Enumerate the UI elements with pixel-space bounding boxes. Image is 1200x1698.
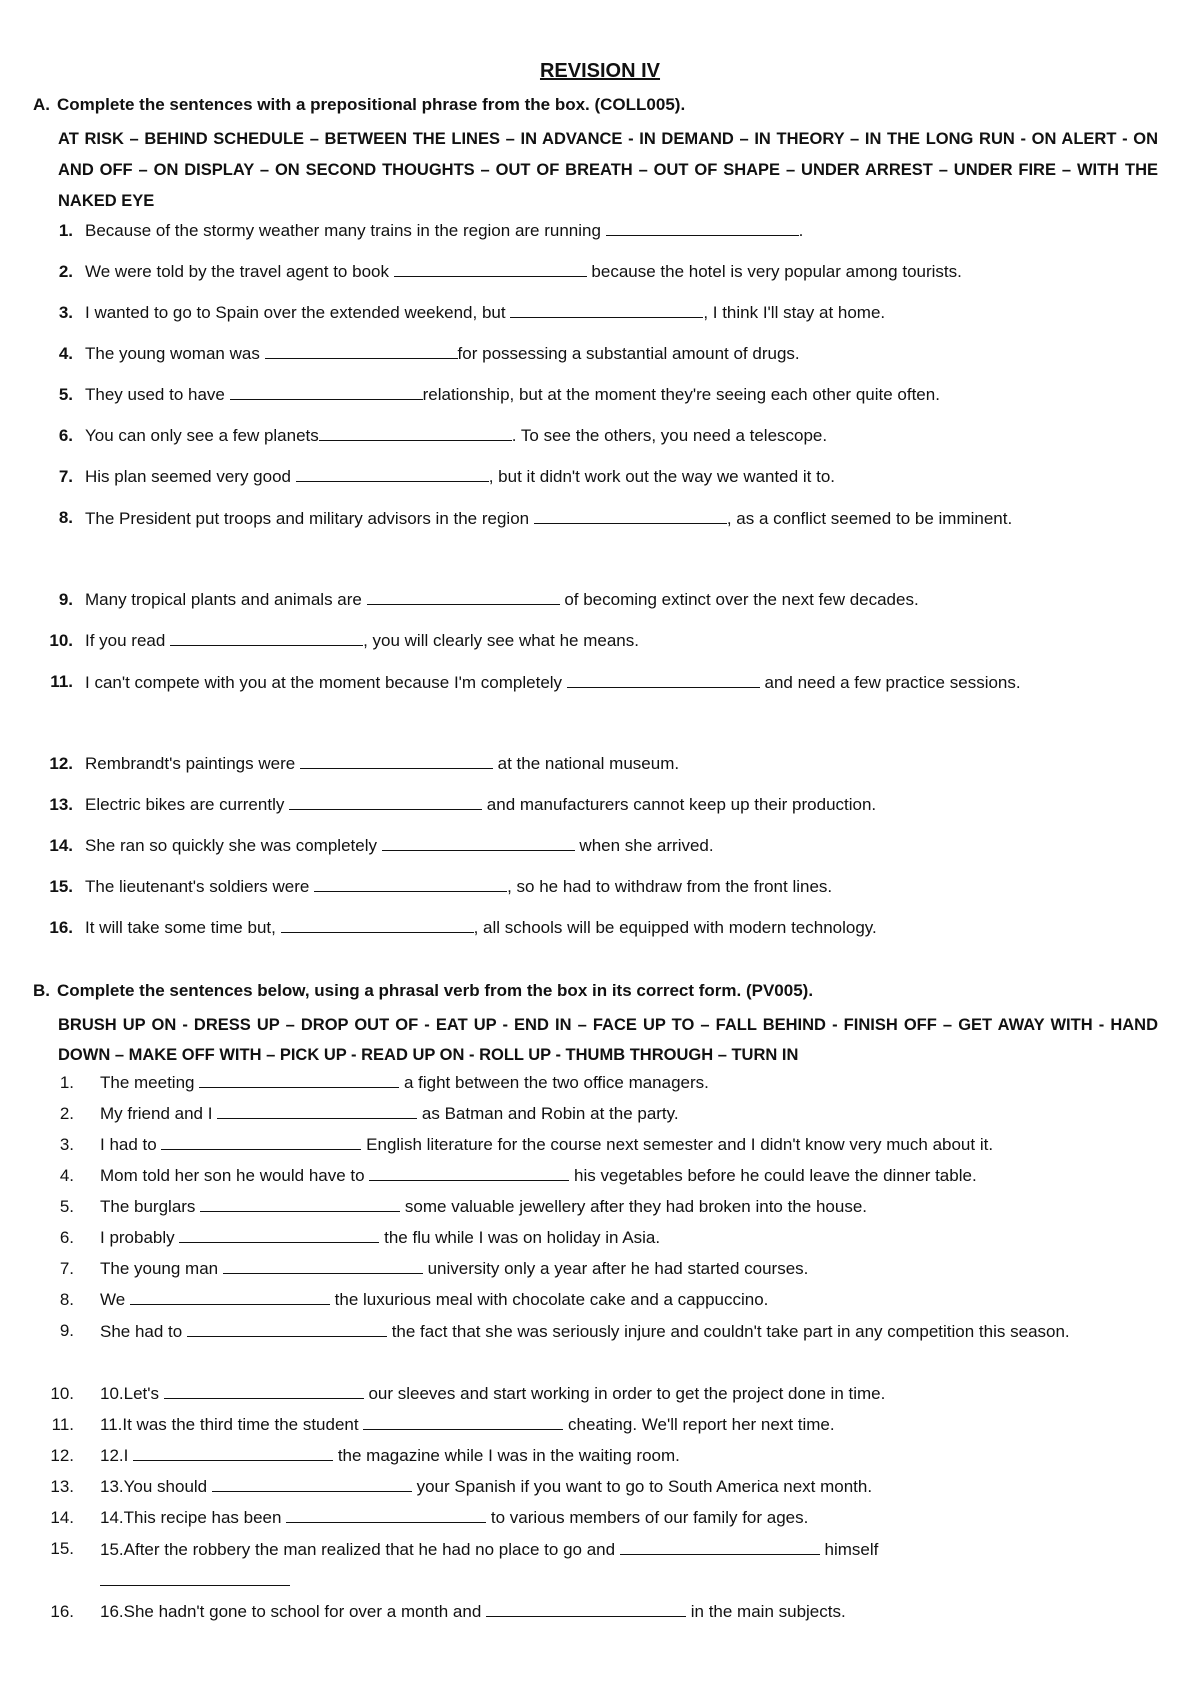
section_a-item-number: 16.: [49, 918, 73, 937]
answer-blank[interactable]: [486, 1602, 686, 1617]
section_a-item-sentence: [85, 590, 919, 610]
sentence-start: It will take some time but,: [85, 918, 281, 937]
sentence-end: of becoming extinct over the next few decades.: [559, 590, 919, 609]
section_a-item-number: 3.: [58, 303, 73, 322]
answer-blank[interactable]: [133, 1446, 333, 1461]
answer-blank[interactable]: [212, 1477, 412, 1492]
section_a-item-sentence: [85, 754, 679, 774]
sentence-end: and need a few practice sessions.: [759, 673, 1021, 692]
section_a-item-number: 1.: [58, 221, 73, 240]
answer-blank[interactable]: [300, 754, 493, 769]
answer-blank[interactable]: [187, 1322, 387, 1337]
answer-blank[interactable]: [130, 1290, 330, 1305]
sentence-start: 15.After the robbery the man realized that he had no place to go and: [100, 1540, 620, 1559]
answer-blank[interactable]: [170, 631, 363, 646]
sentence-end: , as a conflict seemed to be imminent.: [726, 509, 1013, 528]
sentence-end: English literature for the course next semester and I didn't know very much about it.: [361, 1135, 994, 1154]
sentence-start: 11.It was the third time the student: [100, 1415, 364, 1434]
sentence-start: 13.You should: [100, 1477, 212, 1496]
section_b-item-sentence: [100, 1228, 660, 1248]
answer-blank[interactable]: [296, 467, 489, 482]
section_b-item-number: 13.: [50, 1477, 74, 1496]
section_a-item-sentence: [85, 385, 940, 405]
section_b-item-number: 10.: [50, 1384, 74, 1403]
section_b-item-sentence: [100, 1446, 680, 1466]
answer-blank[interactable]: [394, 262, 587, 277]
section_b-item-sentence: [100, 1316, 1150, 1347]
answer-blank[interactable]: [199, 1073, 399, 1088]
sentence-start: Electric bikes are currently: [85, 795, 290, 814]
answer-blank[interactable]: [289, 795, 482, 810]
section_a-item-sentence: [85, 498, 1150, 539]
sentence-start: 12.I: [100, 1446, 134, 1465]
sentence-end: .: [798, 221, 804, 240]
answer-blank[interactable]: [620, 1540, 820, 1555]
sentence-end: , so he had to withdraw from the front lines.: [507, 877, 833, 896]
sentence-start: 14.This recipe has been: [100, 1508, 287, 1527]
sentence-start: 16.She hadn't gone to school for over a month and: [100, 1602, 487, 1621]
section_a-item-number: 8.: [58, 508, 73, 527]
sentence-start: The young woman was: [85, 344, 265, 363]
section_a-item-sentence: [85, 303, 885, 323]
section_a-item-number: 12.: [49, 754, 73, 773]
section_b-item-sentence: [100, 1197, 867, 1217]
section-a-letter: A.: [33, 95, 50, 114]
answer-blank[interactable]: [319, 426, 512, 441]
section_a-item-sentence: [85, 467, 835, 487]
section_b-item-sentence: [100, 1384, 885, 1404]
sentence-end: in the main subjects.: [686, 1602, 846, 1621]
answer-blank[interactable]: [217, 1104, 417, 1119]
sentence-start: The President put troops and military advisors in the region: [85, 509, 534, 528]
section-b-word-box: BRUSH UP ON - DRESS UP – DROP OUT OF - EAT UP - END IN – FACE UP TO – FALL BEHIND - FINISH OFF – GET AWAY WITH - HAND DOWN – MAKE OFF WITH – PICK UP - READ UP ON - ROLL UP - THUMB THROUGH – TURN IN: [58, 1016, 1158, 1064]
sentence-start: I can't compete with you at the moment because I'm completely: [85, 673, 567, 692]
section_b-item-number: 5.: [59, 1197, 74, 1216]
sentence-end: the fact that she was seriously injure and couldn't take part in any competition this season.: [386, 1322, 1070, 1341]
section-b-heading: [33, 981, 813, 1001]
section_a-item-sentence: [85, 836, 714, 856]
section_b-item-number: 1.: [59, 1073, 74, 1092]
answer-blank[interactable]: [367, 590, 560, 605]
section_b-item-number: 6.: [59, 1228, 74, 1247]
sentence-start: If you read: [85, 631, 171, 650]
section_b-item-number: 3.: [59, 1135, 74, 1154]
sentence-end: your Spanish if you want to go to South America next month.: [411, 1477, 873, 1496]
sentence-end: when she arrived.: [574, 836, 714, 855]
section_b-item-sentence: [100, 1534, 1150, 1596]
section_a-item-number: 7.: [58, 467, 73, 486]
section_a-item-sentence: [85, 662, 1150, 703]
sentence-start: 10.Let's: [100, 1384, 164, 1403]
sentence-start: She had to: [100, 1322, 187, 1341]
answer-blank[interactable]: [369, 1166, 569, 1181]
sentence-end: , all schools will be equipped with modern technology.: [473, 918, 877, 937]
section_b-item-number: 7.: [59, 1259, 74, 1278]
answer-blank[interactable]: [567, 673, 760, 688]
sentence-start: The burglars: [100, 1197, 201, 1216]
answer-blank[interactable]: [265, 344, 458, 359]
section_a-item-number: 10.: [49, 631, 73, 650]
sentence-start: They used to have: [85, 385, 230, 404]
sentence-start: The young man: [100, 1259, 223, 1278]
sentence-end: and manufacturers cannot keep up their production.: [482, 795, 877, 814]
sentence-end: as Batman and Robin at the party.: [417, 1104, 679, 1123]
sentence-start: The meeting: [100, 1073, 200, 1092]
sentence-end: the magazine while I was in the waiting room.: [333, 1446, 680, 1465]
sentence-start: I had to: [100, 1135, 162, 1154]
sentence-start: My friend and I: [100, 1104, 218, 1123]
section_a-item-number: 14.: [49, 836, 73, 855]
section_a-item-number: 4.: [58, 344, 73, 363]
sentence-end: some valuable jewellery after they had broken into the house.: [400, 1197, 868, 1216]
section-a-word-box: AT RISK – BEHIND SCHEDULE – BETWEEN THE LINES – IN ADVANCE - IN DEMAND – IN THEORY – IN THE LONG RUN - ON ALERT - ON AND OFF – ON DISPLAY – ON SECOND THOUGHTS – OUT OF BREATH – OUT OF SHAPE – UNDER ARREST – UNDER FIRE – WITH THE NAKED EYE: [58, 130, 1158, 210]
section_b-item-number: 14.: [50, 1508, 74, 1527]
section_a-item-sentence: [85, 877, 832, 897]
answer-blank[interactable]: [230, 385, 423, 400]
section-b-instruction: Complete the sentences below, using a phrasal verb from the box in its correct form. (PV005).: [57, 981, 814, 1000]
section_b-item-number: 16.: [50, 1602, 74, 1621]
section_a-item-number: 15.: [49, 877, 73, 896]
section_b-item-sentence: [100, 1415, 835, 1435]
section_a-item-sentence: [85, 426, 827, 446]
answer-blank[interactable]: [161, 1135, 361, 1150]
section_a-item-sentence: [85, 221, 803, 241]
section_b-item-sentence: [100, 1477, 872, 1497]
section_a-item-sentence: [85, 918, 877, 938]
answer-blank[interactable]: [534, 509, 727, 524]
sentence-end: to various members of our family for ages.: [486, 1508, 809, 1527]
answer-blank-continuation[interactable]: [100, 1571, 290, 1586]
sentence-start: I wanted to go to Spain over the extended weekend, but: [85, 303, 511, 322]
section_b-item-number: 2.: [59, 1104, 74, 1123]
section_b-item-sentence: [100, 1290, 768, 1310]
section_b-item-number: 9.: [59, 1321, 74, 1340]
section_b-item-sentence: [100, 1135, 993, 1155]
section_b-item-sentence: [100, 1073, 709, 1093]
answer-blank[interactable]: [281, 918, 474, 933]
section_a-item-number: 11.: [50, 672, 73, 691]
sentence-start: She ran so quickly she was completely: [85, 836, 382, 855]
sentence-end: a fight between the two office managers.: [399, 1073, 709, 1092]
sentence-start: We: [100, 1290, 130, 1309]
answer-blank[interactable]: [223, 1259, 423, 1274]
answer-blank[interactable]: [179, 1228, 379, 1243]
answer-blank[interactable]: [363, 1415, 563, 1430]
sentence-end: , you will clearly see what he means.: [363, 631, 639, 650]
section_b-item-sentence: [100, 1508, 808, 1528]
sentence-end: his vegetables before he could leave the dinner table.: [569, 1166, 977, 1185]
section_b-item-number: 8.: [59, 1290, 74, 1309]
section_b-item-sentence: [100, 1104, 679, 1124]
sentence-end: himself: [819, 1540, 879, 1559]
section_b-item-number: 11.: [51, 1415, 74, 1434]
sentence-start: We were told by the travel agent to book: [85, 262, 394, 281]
sentence-start: The lieutenant's soldiers were: [85, 877, 315, 896]
section_a-item-sentence: [85, 795, 876, 815]
answer-blank[interactable]: [164, 1384, 364, 1399]
sentence-end: because the hotel is very popular among tourists.: [586, 262, 962, 281]
sentence-start: Because of the stormy weather many trains in the region are running: [85, 221, 606, 240]
section_b-item-number: 12.: [50, 1446, 74, 1465]
sentence-end: the flu while I was on holiday in Asia.: [379, 1228, 661, 1247]
section-a-heading: [33, 95, 685, 115]
section_a-item-number: 13.: [49, 795, 73, 814]
sentence-end: for possessing a substantial amount of drugs.: [457, 344, 800, 363]
sentence-end: university only a year after he had started courses.: [422, 1259, 809, 1278]
answer-blank[interactable]: [314, 877, 507, 892]
section-a-instruction: Complete the sentences with a prepositional phrase from the box. (COLL005).: [57, 95, 686, 114]
sentence-end: at the national museum.: [492, 754, 680, 773]
section_a-item-number: 9.: [58, 590, 73, 609]
section_b-item-sentence: [100, 1602, 846, 1622]
answer-blank[interactable]: [286, 1508, 486, 1523]
answer-blank[interactable]: [510, 303, 703, 318]
section_a-item-number: 5.: [58, 385, 73, 404]
sentence-start: Mom told her son he would have to: [100, 1166, 370, 1185]
answer-blank[interactable]: [200, 1197, 400, 1212]
section_a-item-sentence: [85, 631, 639, 651]
sentence-start: Many tropical plants and animals are: [85, 590, 367, 609]
answer-blank[interactable]: [382, 836, 575, 851]
sentence-end: cheating. We'll report her next time.: [563, 1415, 835, 1434]
page-title: REVISION IV: [539, 60, 661, 82]
sentence-start: His plan seemed very good: [85, 467, 296, 486]
sentence-start: I probably: [100, 1228, 180, 1247]
sentence-start: You can only see a few planets: [85, 426, 319, 445]
section_b-item-number: 4.: [59, 1166, 74, 1185]
section_b-item-sentence: [100, 1259, 808, 1279]
sentence-end: relationship, but at the moment they're seeing each other quite often.: [422, 385, 940, 404]
sentence-end: , I think I'll stay at home.: [703, 303, 886, 322]
section-b-letter: B.: [33, 981, 50, 1000]
section_b-item-sentence: [100, 1166, 977, 1186]
sentence-start: Rembrandt's paintings were: [85, 754, 300, 773]
section_a-item-sentence: [85, 262, 962, 282]
section_a-item-number: 2.: [58, 262, 73, 281]
sentence-end: . To see the others, you need a telescope.: [511, 426, 828, 445]
section_b-item-number: 15.: [50, 1539, 74, 1558]
sentence-end: our sleeves and start working in order to get the project done in time.: [363, 1384, 886, 1403]
section_a-item-number: 6.: [58, 426, 73, 445]
section_a-item-sentence: [85, 344, 800, 364]
sentence-end: the luxurious meal with chocolate cake and a cappuccino.: [329, 1290, 769, 1309]
answer-blank[interactable]: [606, 221, 799, 236]
sentence-end: , but it didn't work out the way we wanted it to.: [488, 467, 835, 486]
